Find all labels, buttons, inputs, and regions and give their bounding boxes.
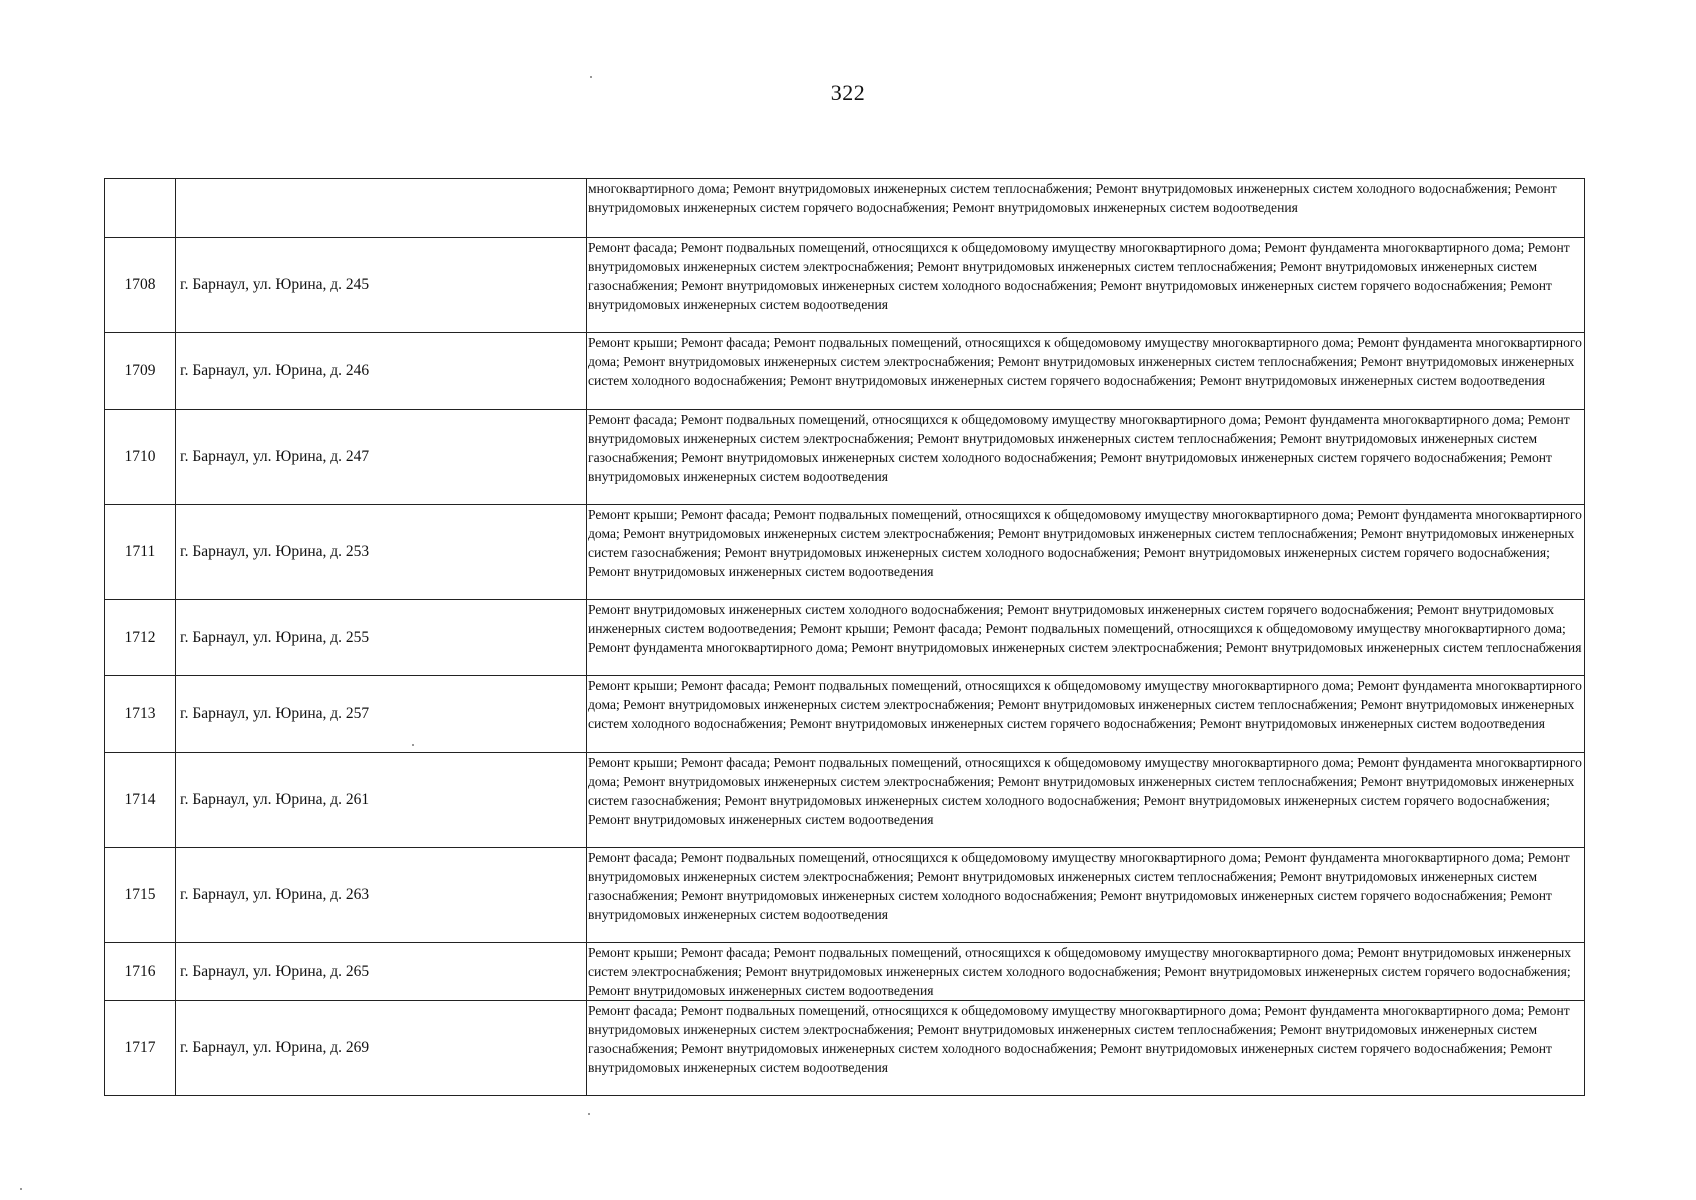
row-address (176, 179, 587, 238)
row-works: Ремонт крыши; Ремонт фасада; Ремонт подвальных помещений, относящихся к общедомовому имуществу многоквартирного дома; Ремонт внутридомовых инженерных систем электроснабжения; Ремонт внутридомовых инженерных систем холодного водоснабжения; Ремонт внутридомовых инженерных систем горячего водоснабжения; Ремонт внутридомовых инженерных систем водоотведения (587, 943, 1585, 1001)
row-number: 1710 (105, 410, 176, 505)
row-number: 1716 (105, 943, 176, 1001)
row-works: Ремонт внутридомовых инженерных систем холодного водоснабжения; Ремонт внутридомовых инженерных систем горячего водоснабжения; Ремонт внутридомовых инженерных систем водоотведения; Ремонт крыши; Ремонт фасада; Ремонт подвальных помещений, относящихся к общедомовому имуществу многоквартирного дома; Ремонт фундамента многоквартирного дома; Ремонт внутридомовых инженерных систем электроснабжения; Ремонт внутридомовых инженерных систем теплоснабжения (587, 600, 1585, 676)
table-row (105, 333, 1585, 410)
row-works: Ремонт крыши; Ремонт фасада; Ремонт подвальных помещений, относящихся к общедомовому имуществу многоквартирного дома; Ремонт фундамента многоквартирного дома; Ремонт внутридомовых инженерных систем электроснабжения; Ремонт внутридомовых инженерных систем теплоснабжения; Ремонт внутридомовых инженерных систем холодного водоснабжения; Ремонт внутридомовых инженерных систем горячего водоснабжения; Ремонт внутридомовых инженерных систем водоотведения (587, 333, 1585, 410)
row-number: 1717 (105, 1001, 176, 1096)
row-works: Ремонт фасада; Ремонт подвальных помещений, относящихся к общедомовому имуществу многоквартирного дома; Ремонт фундамента многоквартирного дома; Ремонт внутридомовых инженерных систем электроснабжения; Ремонт внутридомовых инженерных систем теплоснабжения; Ремонт внутридомовых инженерных систем газоснабжения; Ремонт внутридомовых инженерных систем холодного водоснабжения; Ремонт внутридомовых инженерных систем горячего водоснабжения; Ремонт внутридомовых инженерных систем водоотведения (587, 1001, 1585, 1096)
row-works: Ремонт крыши; Ремонт фасада; Ремонт подвальных помещений, относящихся к общедомовому имуществу многоквартирного дома; Ремонт фундамента многоквартирного дома; Ремонт внутридомовых инженерных систем электроснабжения; Ремонт внутридомовых инженерных систем теплоснабжения; Ремонт внутридомовых инженерных систем газоснабжения; Ремонт внутридомовых инженерных систем холодного водоснабжения; Ремонт внутридомовых инженерных систем горячего водоснабжения; Ремонт внутридомовых инженерных систем водоотведения (587, 505, 1585, 600)
row-number: 1713 (105, 676, 176, 753)
scan-speck (588, 1113, 590, 1115)
table-row (105, 753, 1585, 848)
repair-works-table (104, 178, 1585, 1096)
page-number: 322 (830, 80, 866, 105)
row-number (105, 179, 176, 238)
row-address: г. Барнаул, ул. Юрина, д. 245 (176, 238, 587, 333)
scan-speck (412, 744, 414, 746)
row-address: г. Барнаул, ул. Юрина, д. 257 (176, 676, 587, 753)
table-row (105, 1001, 1585, 1096)
row-works: Ремонт фасада; Ремонт подвальных помещений, относящихся к общедомовому имуществу многоквартирного дома; Ремонт фундамента многоквартирного дома; Ремонт внутридомовых инженерных систем электроснабжения; Ремонт внутридомовых инженерных систем теплоснабжения; Ремонт внутридомовых инженерных систем газоснабжения; Ремонт внутридомовых инженерных систем холодного водоснабжения; Ремонт внутридомовых инженерных систем горячего водоснабжения; Ремонт внутридомовых инженерных систем водоотведения (587, 238, 1585, 333)
row-works: Ремонт фасада; Ремонт подвальных помещений, относящихся к общедомовому имуществу многоквартирного дома; Ремонт фундамента многоквартирного дома; Ремонт внутридомовых инженерных систем электроснабжения; Ремонт внутридомовых инженерных систем теплоснабжения; Ремонт внутридомовых инженерных систем газоснабжения; Ремонт внутридомовых инженерных систем холодного водоснабжения; Ремонт внутридомовых инженерных систем горячего водоснабжения; Ремонт внутридомовых инженерных систем водоотведения (587, 410, 1585, 505)
row-address: г. Барнаул, ул. Юрина, д. 255 (176, 600, 587, 676)
row-address: г. Барнаул, ул. Юрина, д. 263 (176, 848, 587, 943)
table-row (105, 600, 1585, 676)
row-number: 1709 (105, 333, 176, 410)
table-row (105, 238, 1585, 333)
row-address: г. Барнаул, ул. Юрина, д. 265 (176, 943, 587, 1001)
table-row (105, 505, 1585, 600)
table-row (105, 179, 1585, 238)
table-row (105, 676, 1585, 753)
row-works: Ремонт крыши; Ремонт фасада; Ремонт подвальных помещений, относящихся к общедомовому имуществу многоквартирного дома; Ремонт фундамента многоквартирного дома; Ремонт внутридомовых инженерных систем электроснабжения; Ремонт внутридомовых инженерных систем теплоснабжения; Ремонт внутридомовых инженерных систем холодного водоснабжения; Ремонт внутридомовых инженерных систем горячего водоснабжения; Ремонт внутридомовых инженерных систем водоотведения (587, 676, 1585, 753)
row-number: 1708 (105, 238, 176, 333)
row-number: 1714 (105, 753, 176, 848)
scan-speck (590, 76, 592, 78)
row-address: г. Барнаул, ул. Юрина, д. 246 (176, 333, 587, 410)
row-works: Ремонт крыши; Ремонт фасада; Ремонт подвальных помещений, относящихся к общедомовому имуществу многоквартирного дома; Ремонт фундамента многоквартирного дома; Ремонт внутридомовых инженерных систем электроснабжения; Ремонт внутридомовых инженерных систем теплоснабжения; Ремонт внутридомовых инженерных систем газоснабжения; Ремонт внутридомовых инженерных систем холодного водоснабжения; Ремонт внутридомовых инженерных систем горячего водоснабжения; Ремонт внутридомовых инженерных систем водоотведения (587, 753, 1585, 848)
row-number: 1715 (105, 848, 176, 943)
row-works: многоквартирного дома; Ремонт внутридомовых инженерных систем теплоснабжения; Ремонт внутридомовых инженерных систем холодного водоснабжения; Ремонт внутридомовых инженерных систем горячего водоснабжения; Ремонт внутридомовых инженерных систем водоотведения (587, 179, 1585, 238)
table-row (105, 410, 1585, 505)
table-row (105, 848, 1585, 943)
row-works: Ремонт фасада; Ремонт подвальных помещений, относящихся к общедомовому имуществу многоквартирного дома; Ремонт фундамента многоквартирного дома; Ремонт внутридомовых инженерных систем электроснабжения; Ремонт внутридомовых инженерных систем теплоснабжения; Ремонт внутридомовых инженерных систем газоснабжения; Ремонт внутридомовых инженерных систем холодного водоснабжения; Ремонт внутридомовых инженерных систем горячего водоснабжения; Ремонт внутридомовых инженерных систем водоотведения (587, 848, 1585, 943)
row-address: г. Барнаул, ул. Юрина, д. 247 (176, 410, 587, 505)
row-number: 1712 (105, 600, 176, 676)
row-number: 1711 (105, 505, 176, 600)
scan-speck (20, 1188, 22, 1190)
row-address: г. Барнаул, ул. Юрина, д. 269 (176, 1001, 587, 1096)
table-row (105, 943, 1585, 1001)
row-address: г. Барнаул, ул. Юрина, д. 261 (176, 753, 587, 848)
row-address: г. Барнаул, ул. Юрина, д. 253 (176, 505, 587, 600)
